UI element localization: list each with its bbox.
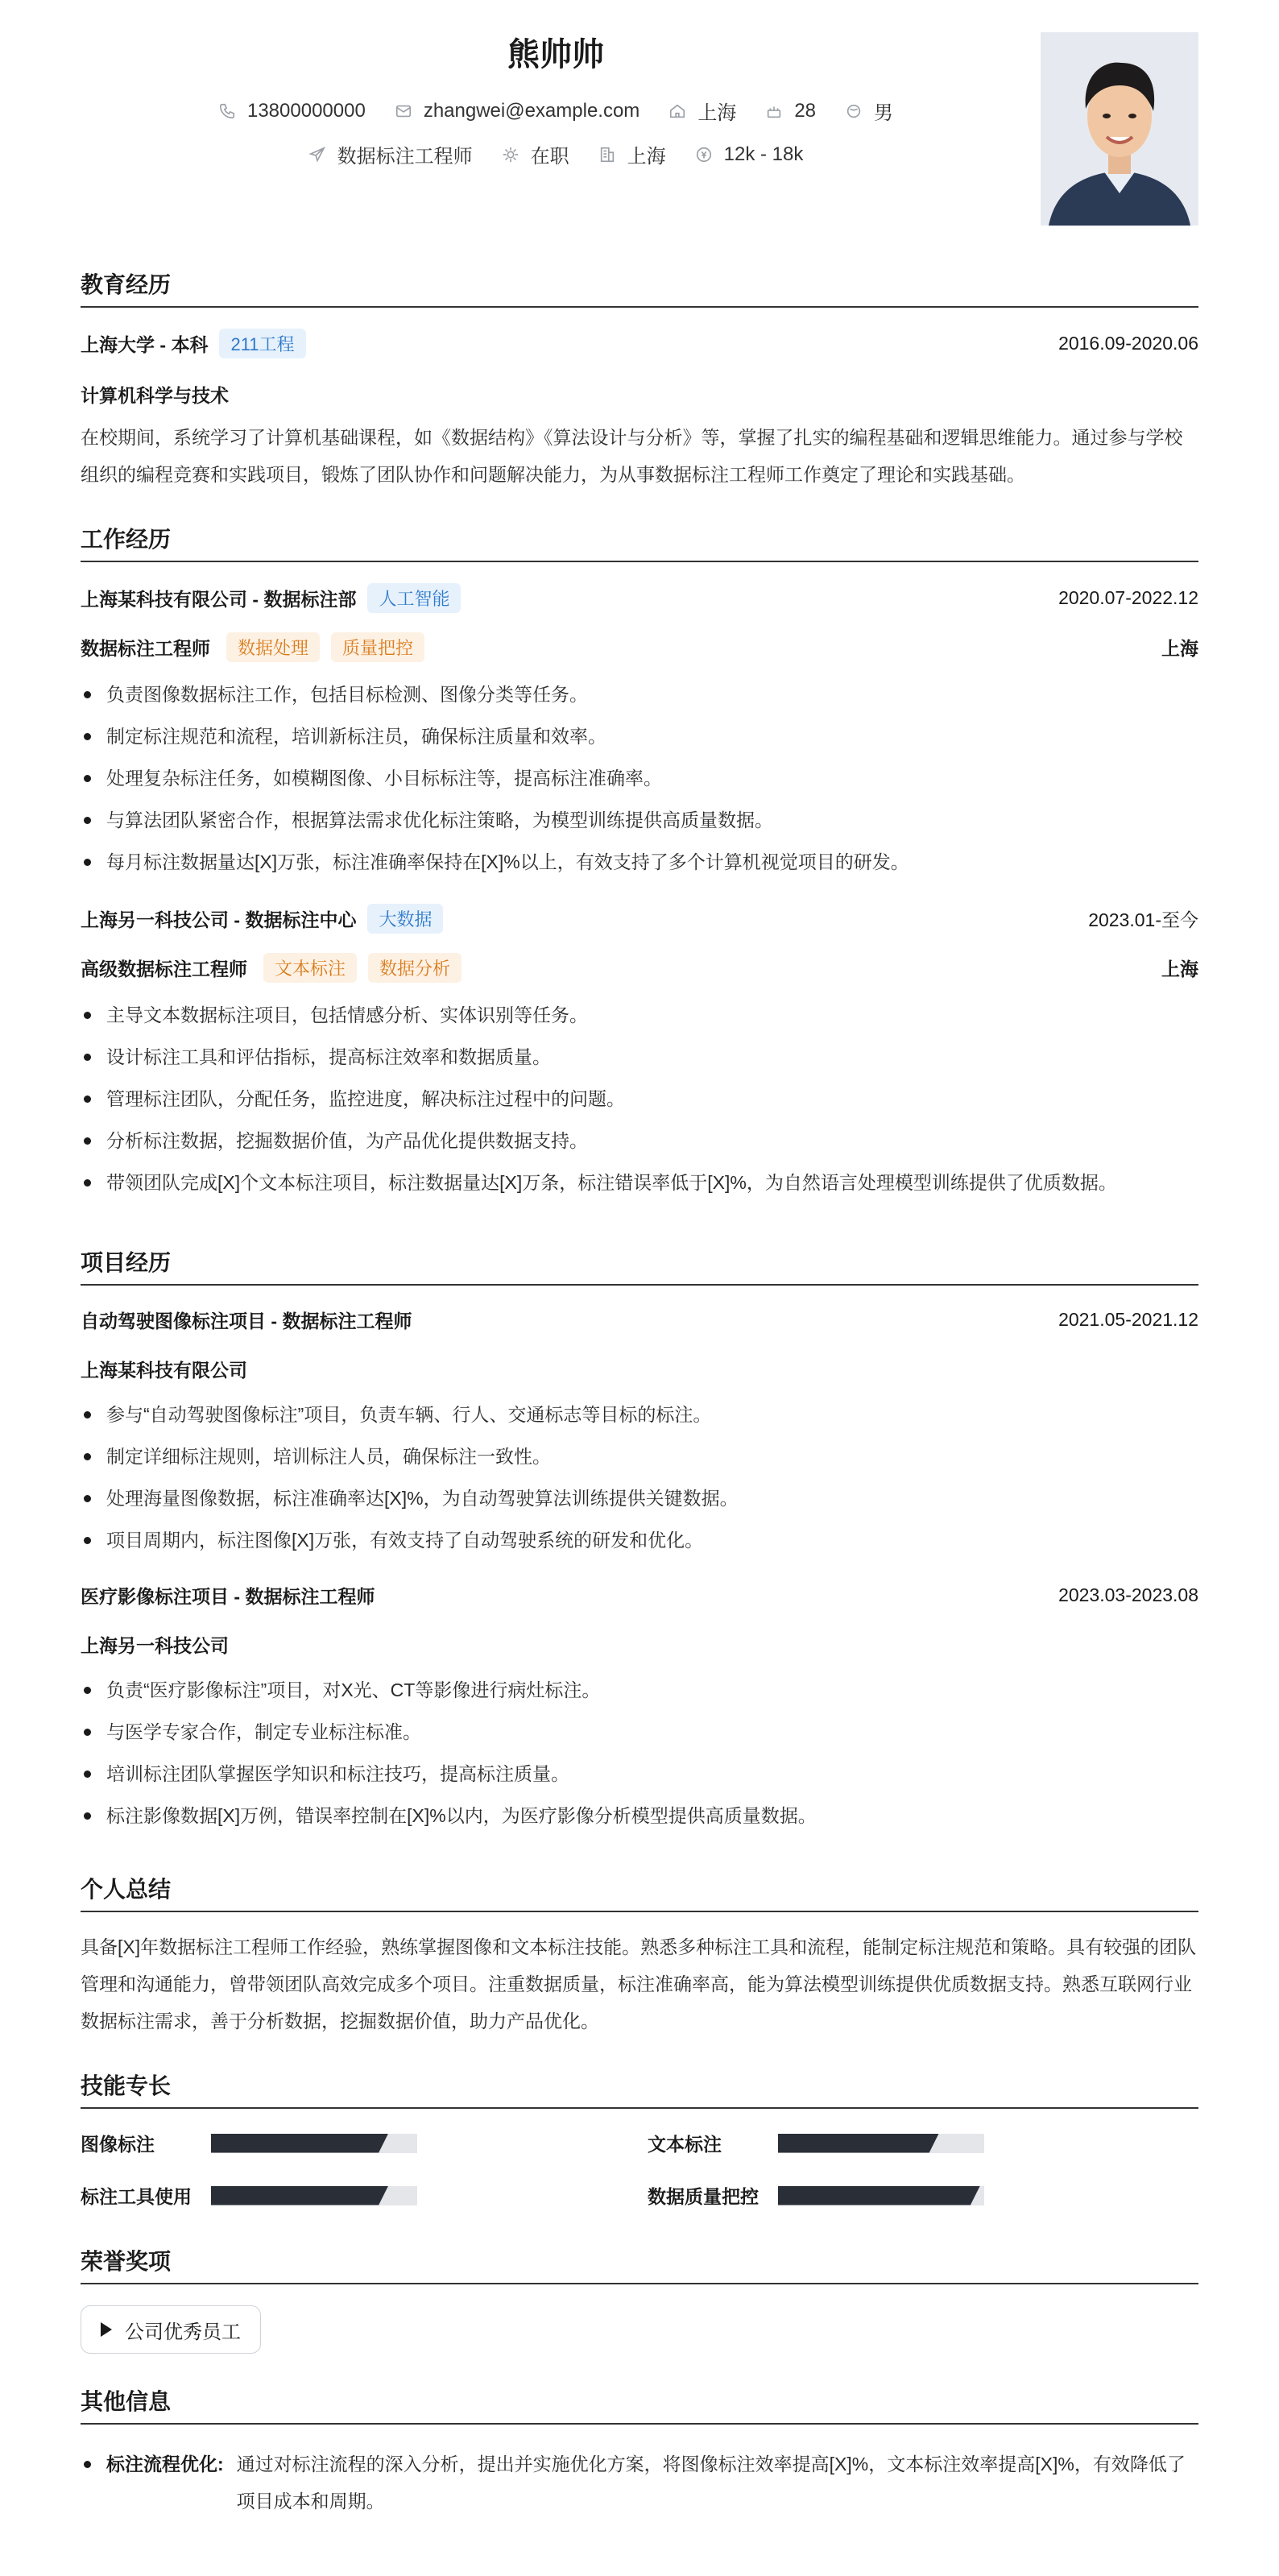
job-industry-tag: 大数据 bbox=[367, 904, 443, 934]
gender-text: 男 bbox=[874, 102, 894, 124]
list-item: 负责图像数据标注工作，包括目标检测、图像分类等任务。 bbox=[81, 673, 1198, 715]
send-icon bbox=[308, 146, 326, 164]
major: 计算机科学与技术 bbox=[81, 385, 229, 406]
projects-title: 项目经历 bbox=[81, 1245, 1198, 1286]
phone-item bbox=[218, 100, 366, 122]
job-skill-tag: 质量把控 bbox=[331, 632, 424, 662]
job-company: 上海另一科技公司 - 数据标注中心 bbox=[81, 909, 357, 930]
skill-name: 数据质量把控 bbox=[648, 2186, 759, 2207]
list-item: 培训标注团队掌握医学知识和标注技巧，提高标注质量。 bbox=[81, 1753, 1198, 1795]
contact-line bbox=[81, 97, 1031, 125]
education-title: 教育经历 bbox=[81, 267, 1198, 308]
skills-grid bbox=[81, 2130, 1198, 2209]
job-entry bbox=[81, 583, 1198, 883]
gender-item bbox=[845, 97, 893, 125]
play-icon bbox=[101, 2322, 112, 2337]
skill-item bbox=[648, 2182, 1211, 2209]
project-bullets bbox=[81, 1669, 1198, 1837]
project-date: 2021.05-2021.12 bbox=[1058, 1309, 1198, 1330]
list-item: 与算法团队紧密合作，根据算法需求优化标注策略，为模型训练提供高质量数据。 bbox=[81, 799, 1198, 841]
list-item: 设计标注工具和评估指标，提高标注效率和数据质量。 bbox=[81, 1036, 1198, 1078]
job-header-row bbox=[81, 583, 1198, 613]
school-tag: 211工程 bbox=[219, 329, 305, 358]
education-section bbox=[81, 267, 1198, 493]
other-section bbox=[81, 2384, 1198, 2520]
city-text: 上海 bbox=[697, 102, 737, 124]
list-item: 处理海量图像数据，标注准确率达[X]%，为自动驾驶算法训练提供关键数据。 bbox=[81, 1477, 1198, 1519]
job-bullets bbox=[81, 673, 1198, 883]
city-item bbox=[668, 97, 736, 125]
skill-name: 图像标注 bbox=[81, 2134, 155, 2155]
school-line: 上海大学 - 本科 bbox=[81, 334, 209, 355]
skill-item bbox=[648, 2130, 1211, 2156]
job-position: 高级数据标注工程师 bbox=[81, 959, 247, 979]
awards-section bbox=[81, 2244, 1198, 2354]
phone-text: 13800000000 bbox=[246, 99, 366, 122]
skill-name: 标注工具使用 bbox=[81, 2186, 192, 2207]
status-icon bbox=[502, 146, 519, 164]
list-item: 与医学专家合作，制定专业标注标准。 bbox=[81, 1711, 1198, 1753]
job-skill-tag: 数据处理 bbox=[226, 632, 320, 662]
skill-item bbox=[81, 2182, 648, 2209]
skill-bar bbox=[211, 2134, 417, 2153]
other-title: 其他信息 bbox=[81, 2384, 1198, 2425]
skills-title: 技能专长 bbox=[81, 2069, 1198, 2109]
skill-fill bbox=[211, 2134, 388, 2153]
status-text: 在职 bbox=[530, 146, 569, 168]
list-item: 负责“医疗影像标注”项目，对X光、CT等影像进行病灶标注。 bbox=[81, 1669, 1198, 1711]
projects-section bbox=[81, 1245, 1198, 1837]
skills-section bbox=[81, 2069, 1198, 2209]
work-title: 工作经历 bbox=[81, 522, 1198, 562]
work-section bbox=[81, 522, 1198, 1203]
list-item: 带领团队完成[X]个文本标注项目，标注数据量达[X]万条，标注错误率低于[X]%，为自然语言处理模型训练提供了优质数据。 bbox=[81, 1162, 1198, 1203]
age-item bbox=[765, 100, 816, 122]
resume-header bbox=[81, 0, 1198, 242]
skill-bar bbox=[211, 2186, 417, 2205]
other-label: 标注流程优化: bbox=[106, 2454, 224, 2475]
gender-icon bbox=[845, 102, 863, 120]
skill-name: 文本标注 bbox=[648, 2134, 722, 2155]
project-entry bbox=[81, 1582, 1198, 1837]
status-item bbox=[502, 140, 569, 168]
summary-section bbox=[81, 1872, 1198, 2040]
age-icon bbox=[765, 102, 783, 120]
job-position-row bbox=[81, 953, 1198, 983]
salary-item bbox=[695, 143, 804, 166]
job-skill-tag: 数据分析 bbox=[368, 953, 462, 983]
job-date: 2020.07-2022.12 bbox=[1058, 587, 1198, 608]
summary-text: 具备[X]年数据标注工程师工作经验，熟练掌握图像和文本标注技能。熟悉多种标注工具和流程，能制定标注规范和策略。具有较强的团队管理和沟通能力，曾带领团队高效完成多个项目。注重数据质量，标注准确率高，能为算法模型训练提供优质数据支持。熟悉互联网行业数据标注需求，善于分析数据，挖掘数据价值，助力产品优化。 bbox=[81, 1936, 1197, 2031]
skill-item bbox=[81, 2130, 648, 2156]
job-title-text: 数据标注工程师 bbox=[337, 146, 473, 168]
list-item: 标注影像数据[X]万例，错误率控制在[X]%以内，为医疗影像分析模型提供高质量数据。 bbox=[81, 1795, 1198, 1837]
project-entry bbox=[81, 1307, 1198, 1561]
project-header-row bbox=[81, 1582, 1198, 1609]
project-date: 2023.03-2023.08 bbox=[1058, 1584, 1198, 1605]
education-header-row bbox=[81, 329, 1198, 358]
job-entry bbox=[81, 904, 1198, 1203]
education-date: 2016.09-2020.06 bbox=[1058, 333, 1198, 354]
candidate-name: 熊帅帅 bbox=[507, 37, 604, 72]
skill-bar bbox=[778, 2186, 984, 2205]
job-location: 上海 bbox=[1161, 959, 1198, 979]
awards-title: 荣誉奖项 bbox=[81, 2244, 1198, 2284]
job-intent-line bbox=[81, 140, 1031, 168]
summary-title: 个人总结 bbox=[81, 1872, 1198, 1912]
list-item: 处理复杂标注任务，如模糊图像、小目标标注等，提高标注准确率。 bbox=[81, 757, 1198, 799]
list-item: 管理标注团队，分配任务，监控进度，解决标注过程中的问题。 bbox=[81, 1078, 1198, 1120]
list-item bbox=[81, 2446, 1198, 2520]
project-company: 上海某科技有限公司 bbox=[81, 1360, 247, 1381]
award-label: 公司优秀员工 bbox=[125, 2321, 241, 2343]
education-description: 在校期间，系统学习了计算机基础课程，如《数据结构》《算法设计与分析》等，掌握了扎实的编程基础和逻辑思维能力。通过参与学校组织的编程竞赛和实践项目，锻炼了团队协作和问题解决能力，为从事数据标注工程师工作奠定了理论和实践基础。 bbox=[81, 427, 1183, 485]
home-icon bbox=[668, 102, 686, 120]
job-header-row bbox=[81, 904, 1198, 934]
phone-icon bbox=[218, 102, 236, 120]
list-item: 项目周期内，标注图像[X]万张，有效支持了自动驾驶系统的研发和优化。 bbox=[81, 1519, 1198, 1561]
job-date: 2023.01-至今 bbox=[1088, 909, 1198, 930]
salary-text: 12k - 18k bbox=[723, 143, 804, 165]
list-item: 每月标注数据量达[X]万张，标注准确率保持在[X]%以上，有效支持了多个计算机视觉项目的研发。 bbox=[81, 841, 1198, 883]
project-header-row bbox=[81, 1307, 1198, 1333]
job-company: 上海某科技有限公司 - 数据标注部 bbox=[81, 589, 357, 610]
building-icon bbox=[598, 146, 616, 164]
email-item bbox=[395, 100, 640, 122]
age-text: 28 bbox=[794, 99, 817, 122]
target-city-text: 上海 bbox=[627, 146, 666, 168]
skill-fill bbox=[211, 2186, 388, 2205]
avatar bbox=[1041, 32, 1198, 226]
skill-bar bbox=[778, 2134, 984, 2153]
job-position-row bbox=[81, 632, 1198, 662]
job-industry-tag: 人工智能 bbox=[367, 583, 461, 613]
award-chip bbox=[81, 2305, 261, 2354]
job-skill-tag: 文本标注 bbox=[263, 953, 357, 983]
list-item: 制定详细标注规则，培训标注人员，确保标注一致性。 bbox=[81, 1435, 1198, 1477]
job-position: 数据标注工程师 bbox=[81, 638, 210, 659]
job-bullets bbox=[81, 994, 1198, 1203]
skill-fill bbox=[778, 2134, 939, 2153]
email-text: zhangwei@example.com bbox=[423, 99, 640, 122]
project-company: 上海另一科技公司 bbox=[81, 1635, 229, 1656]
target-city-item bbox=[598, 140, 666, 168]
list-item: 分析标注数据，挖掘数据价值，为产品优化提供数据支持。 bbox=[81, 1120, 1198, 1162]
skill-fill bbox=[778, 2186, 980, 2205]
job-location: 上海 bbox=[1161, 638, 1198, 659]
list-item: 参与“自动驾驶图像标注”项目，负责车辆、行人、交通标志等目标的标注。 bbox=[81, 1394, 1198, 1435]
list-item: 主导文本数据标注项目，包括情感分析、实体识别等任务。 bbox=[81, 994, 1198, 1036]
other-text: 通过对标注流程的深入分析，提出并实施优化方案，将图像标注效率提高[X]%，文本标注效率提高[X]%，有效降低了项目成本和周期。 bbox=[236, 2454, 1186, 2512]
salary-icon bbox=[695, 146, 713, 164]
mail-icon bbox=[395, 102, 412, 120]
project-bullets bbox=[81, 1394, 1198, 1561]
project-name: 医疗影像标注项目 - 数据标注工程师 bbox=[81, 1586, 375, 1607]
list-item: 制定标注规范和流程，培训新标注员，确保标注质量和效率。 bbox=[81, 715, 1198, 757]
job-title-item bbox=[308, 140, 473, 168]
project-name: 自动驾驶图像标注项目 - 数据标注工程师 bbox=[81, 1311, 412, 1331]
